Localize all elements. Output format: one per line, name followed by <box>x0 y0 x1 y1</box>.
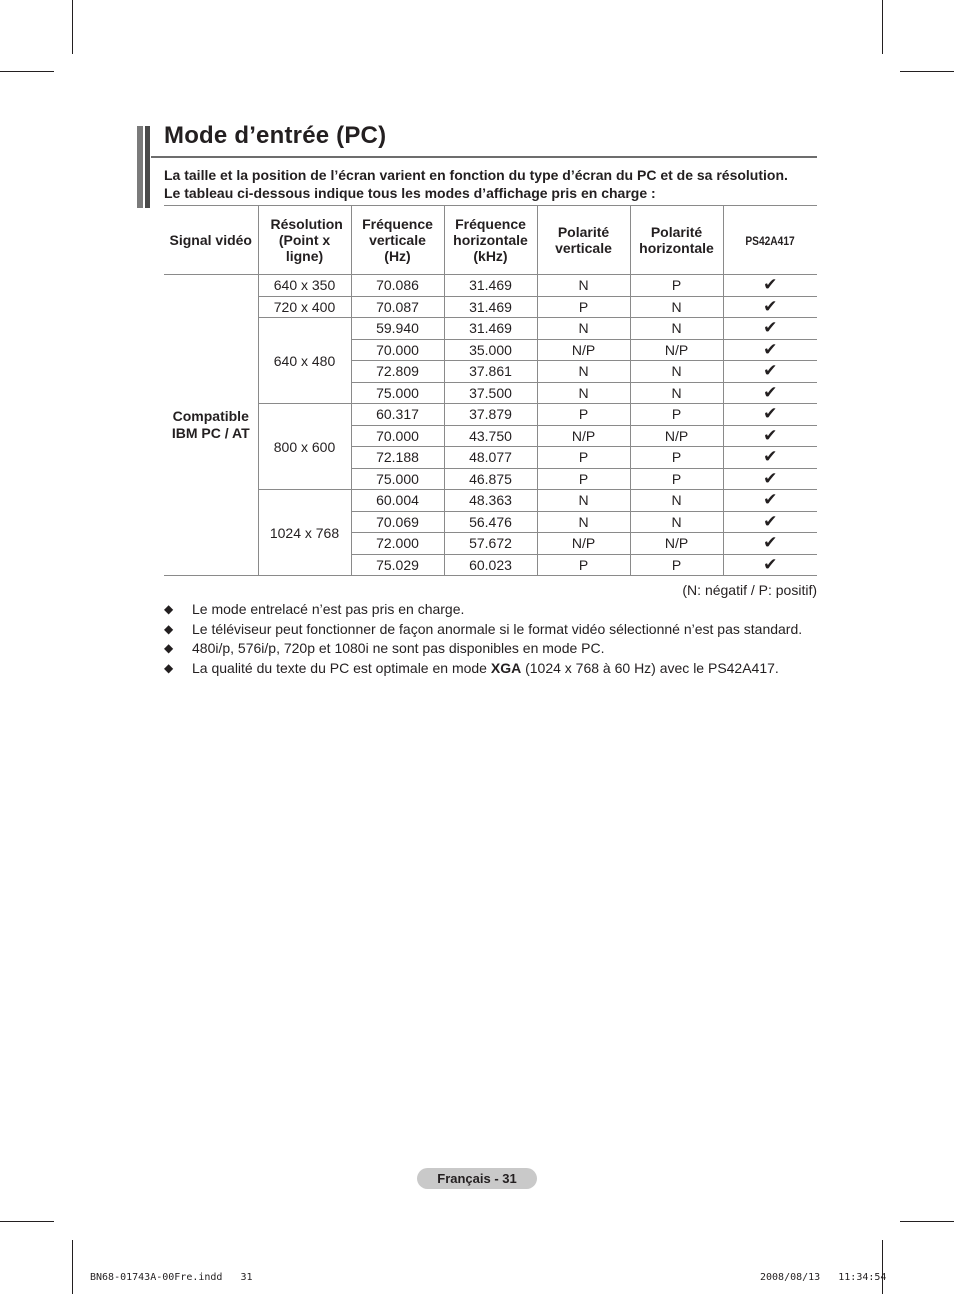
list-item: ◆ Le téléviseur peut fonctionner de façon anormale si le format vidéo sélectionné n’est pas standard. <box>164 620 844 640</box>
vertical-frequency-cell: 70.069 <box>351 511 444 533</box>
page-title: Mode d’entrée (PC) <box>164 122 387 149</box>
table-row <box>164 318 817 340</box>
horizontal-polarity-cell: N/P <box>630 339 723 361</box>
header-horizontal-polarity: Polarité horizontale <box>630 206 723 275</box>
horizontal-frequency-cell: 37.861 <box>444 361 537 383</box>
vertical-polarity-cell: N <box>537 382 630 404</box>
list-item: ◆ La qualité du texte du PC est optimale en mode XGA (1024 x 768 à 60 Hz) avec le PS42A417. <box>164 659 844 679</box>
vertical-polarity-cell: N <box>537 275 630 297</box>
check-icon: ✔ <box>723 533 817 555</box>
horizontal-polarity-cell: P <box>630 404 723 426</box>
horizontal-frequency-cell: 31.469 <box>444 275 537 297</box>
crop-mark <box>900 71 954 72</box>
check-icon: ✔ <box>723 554 817 576</box>
horizontal-frequency-cell: 48.077 <box>444 447 537 469</box>
vertical-frequency-cell: 70.086 <box>351 275 444 297</box>
vertical-polarity-cell: P <box>537 468 630 490</box>
check-icon: ✔ <box>723 490 817 512</box>
horizontal-frequency-cell: 31.469 <box>444 318 537 340</box>
vertical-frequency-cell: 72.000 <box>351 533 444 555</box>
header-horizontal-frequency: Fréquence horizontale (kHz) <box>444 206 537 275</box>
check-icon: ✔ <box>723 339 817 361</box>
vertical-frequency-cell: 59.940 <box>351 318 444 340</box>
intro-line-2: Le tableau ci-dessous indique tous les modes d’affichage pris en charge : <box>164 185 656 201</box>
crop-mark <box>900 1221 954 1222</box>
crop-mark <box>882 1240 883 1294</box>
horizontal-frequency-cell: 56.476 <box>444 511 537 533</box>
vertical-frequency-cell: 70.087 <box>351 296 444 318</box>
horizontal-polarity-cell: N/P <box>630 425 723 447</box>
horizontal-polarity-cell: N <box>630 490 723 512</box>
horizontal-polarity-cell: P <box>630 447 723 469</box>
horizontal-polarity-cell: N/P <box>630 533 723 555</box>
title-rule <box>151 156 817 158</box>
horizontal-polarity-cell: N <box>630 361 723 383</box>
resolution-cell: 640 x 350 <box>258 275 351 297</box>
diamond-bullet-icon: ◆ <box>164 602 174 616</box>
crop-mark <box>0 71 54 72</box>
vertical-frequency-cell: 60.317 <box>351 404 444 426</box>
vertical-frequency-cell: 75.000 <box>351 468 444 490</box>
vertical-frequency-cell: 70.000 <box>351 425 444 447</box>
check-icon: ✔ <box>723 382 817 404</box>
resolution-cell: 800 x 600 <box>258 404 351 490</box>
crop-mark <box>0 1221 54 1222</box>
diamond-bullet-icon: ◆ <box>164 621 174 636</box>
horizontal-frequency-cell: 46.875 <box>444 468 537 490</box>
check-icon: ✔ <box>723 468 817 490</box>
notes-list <box>164 600 844 678</box>
header-vertical-polarity: Polarité verticale <box>537 206 630 275</box>
vertical-frequency-cell: 75.029 <box>351 554 444 576</box>
header-resolution: Résolution (Point x ligne) <box>258 206 351 275</box>
vertical-polarity-cell: P <box>537 404 630 426</box>
vertical-polarity-cell: N/P <box>537 339 630 361</box>
title-decoration <box>137 126 151 208</box>
print-slug-file: BN68-01743A-00Fre.indd 31 <box>90 1272 253 1283</box>
vertical-polarity-cell: P <box>537 447 630 469</box>
check-icon: ✔ <box>723 361 817 383</box>
horizontal-frequency-cell: 57.672 <box>444 533 537 555</box>
horizontal-frequency-cell: 48.363 <box>444 490 537 512</box>
vertical-polarity-cell: N <box>537 361 630 383</box>
list-item: ◆ 480i/p, 576i/p, 720p et 1080i ne sont pas disponibles en mode PC. <box>164 639 844 659</box>
check-icon: ✔ <box>723 404 817 426</box>
vertical-frequency-cell: 60.004 <box>351 490 444 512</box>
vertical-polarity-cell: N <box>537 318 630 340</box>
crop-mark <box>882 0 883 54</box>
table-row <box>164 296 817 318</box>
vertical-polarity-cell: N/P <box>537 425 630 447</box>
vertical-polarity-cell: P <box>537 554 630 576</box>
header-signal: Signal vidéo <box>164 206 258 275</box>
check-icon: ✔ <box>723 425 817 447</box>
vertical-frequency-cell: 75.000 <box>351 382 444 404</box>
horizontal-frequency-cell: 31.469 <box>444 296 537 318</box>
header-vertical-frequency: Fréquence verticale (Hz) <box>351 206 444 275</box>
table-row <box>164 404 817 426</box>
page-number-badge: Français - 31 <box>417 1168 537 1189</box>
intro-line-1: La taille et la position de l’écran varient en fonction du type d’écran du PC et de sa résolution. <box>164 167 788 183</box>
diamond-bullet-icon: ◆ <box>164 660 174 675</box>
display-modes-table <box>164 205 817 576</box>
check-icon: ✔ <box>723 511 817 533</box>
horizontal-frequency-cell: 60.023 <box>444 554 537 576</box>
polarity-legend: (N: négatif / P: positif) <box>682 582 817 598</box>
vertical-frequency-cell: 70.000 <box>351 339 444 361</box>
horizontal-polarity-cell: N <box>630 296 723 318</box>
signal-cell: Compatible IBM PC / AT <box>164 275 258 576</box>
vertical-polarity-cell: N/P <box>537 533 630 555</box>
horizontal-frequency-cell: 43.750 <box>444 425 537 447</box>
table-row <box>164 490 817 512</box>
check-icon: ✔ <box>723 275 817 297</box>
vertical-polarity-cell: N <box>537 490 630 512</box>
resolution-cell: 720 x 400 <box>258 296 351 318</box>
horizontal-polarity-cell: P <box>630 468 723 490</box>
print-slug-date: 2008/08/13 11:34:54 <box>760 1272 887 1283</box>
check-icon: ✔ <box>723 296 817 318</box>
vertical-polarity-cell: P <box>537 296 630 318</box>
intro-text <box>164 166 824 202</box>
check-icon: ✔ <box>723 447 817 469</box>
vertical-polarity-cell: N <box>537 511 630 533</box>
horizontal-polarity-cell: P <box>630 275 723 297</box>
horizontal-frequency-cell: 35.000 <box>444 339 537 361</box>
horizontal-frequency-cell: 37.500 <box>444 382 537 404</box>
model-name: PS42A417 <box>745 233 795 248</box>
list-item: ◆ Le mode entrelacé n’est pas pris en charge. <box>164 600 844 620</box>
crop-mark <box>72 1240 73 1294</box>
horizontal-polarity-cell: P <box>630 554 723 576</box>
diamond-bullet-icon: ◆ <box>164 641 174 655</box>
horizontal-polarity-cell: N <box>630 511 723 533</box>
table-row <box>164 275 817 297</box>
crop-mark <box>72 0 73 54</box>
table-header-row <box>164 206 817 275</box>
horizontal-frequency-cell: 37.879 <box>444 404 537 426</box>
resolution-cell: 640 x 480 <box>258 318 351 404</box>
check-icon: ✔ <box>723 318 817 340</box>
vertical-frequency-cell: 72.809 <box>351 361 444 383</box>
vertical-frequency-cell: 72.188 <box>351 447 444 469</box>
header-model <box>723 206 817 275</box>
horizontal-polarity-cell: N <box>630 382 723 404</box>
horizontal-polarity-cell: N <box>630 318 723 340</box>
resolution-cell: 1024 x 768 <box>258 490 351 576</box>
